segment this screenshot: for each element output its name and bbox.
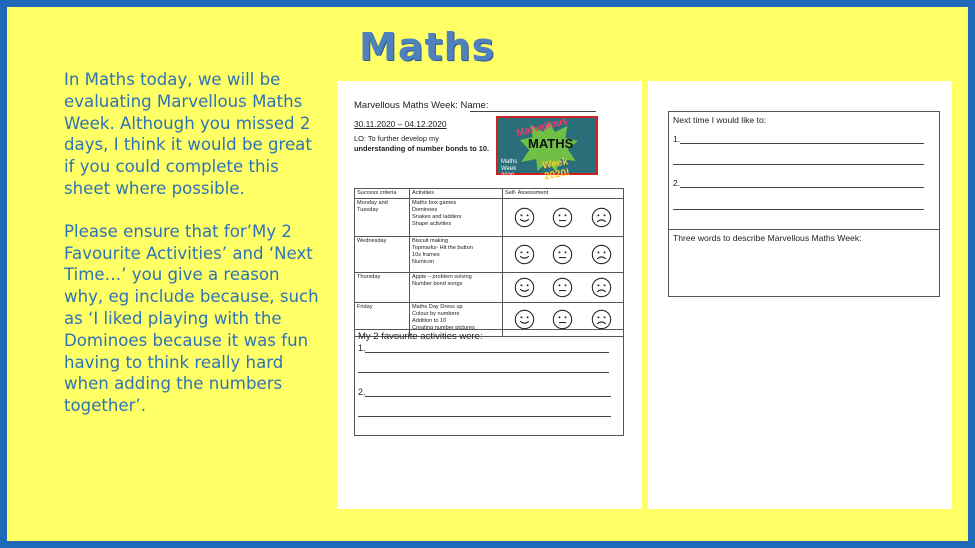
row-day: Wednesday: [355, 237, 410, 273]
happy-face-icon: [514, 309, 535, 330]
writing-line: [365, 352, 609, 353]
lo-bold-text: understanding of number bonds to 10.: [354, 144, 490, 153]
poster-line-1: Marvellous: [515, 115, 569, 140]
activity-item: Maths Day Dress up: [412, 304, 463, 310]
writing-line: [358, 372, 609, 373]
activity-item: Addition to 10: [412, 318, 447, 324]
header-self-assessment: Self- Assessment: [503, 189, 624, 199]
sad-face-icon: [591, 309, 612, 330]
worksheet-page-2: [648, 81, 952, 509]
face-group: [505, 244, 621, 265]
row-faces: [503, 273, 624, 303]
happy-face-icon: [514, 277, 535, 298]
writing-line: [673, 164, 924, 165]
worksheet-page-1: [337, 81, 642, 509]
neutral-face-icon: [552, 244, 573, 265]
neutral-face-icon: [552, 277, 573, 298]
activity-item: Colour by numbers: [412, 311, 460, 317]
neutral-face-icon: [552, 207, 573, 228]
worksheet-header: Marvellous Maths Week: Name:: [354, 100, 489, 111]
table-row: [355, 237, 624, 273]
intro-paragraph: In Maths today, we will be evaluating Marvellous Maths Week. Although you missed 2 days, I think it would be great if you could complete this sheet where possible.: [64, 70, 312, 198]
next-time-item-2: 2.: [673, 178, 681, 188]
worksheet-dates: 30.11.2020 – 04.12.2020: [354, 119, 447, 129]
sad-face-icon: [591, 277, 612, 298]
activity-item: 10s frames: [412, 252, 440, 258]
sad-face-icon: [591, 207, 612, 228]
learning-objective: [354, 134, 494, 154]
favourite-activities-box: [354, 329, 624, 436]
favourites-title: My 2 favourite activities were:: [358, 331, 483, 342]
activity-item: Dominoes: [412, 207, 438, 213]
name-line: [470, 111, 596, 112]
activity-item: Number bond songs: [412, 281, 463, 287]
header-activities: Activities: [410, 189, 503, 199]
maths-week-poster: [496, 115, 598, 183]
poster-side-text: Maths Week 2020: [501, 159, 518, 179]
box-divider: [669, 229, 939, 230]
row-day: Monday and Tuesday: [355, 199, 410, 237]
favourite-item-1-number: 1.: [358, 343, 366, 353]
slide-title: Maths: [359, 25, 496, 69]
face-group: [505, 207, 621, 228]
table-row: [355, 199, 624, 237]
happy-face-icon: [514, 207, 535, 228]
activity-item: Maths box games: [412, 200, 457, 206]
row-activities: [410, 199, 503, 237]
writing-line: [358, 416, 611, 417]
row-day: Friday: [355, 303, 410, 337]
writing-line: [680, 143, 924, 144]
instruction-paragraph: Please ensure that for’My 2 Favourite Activities’ and ‘Next Time…’ you give a reason why, eg include because, such as ‘I liked playing with the Dominoes because it was fun having to think really hard when adding the numbers together’.: [64, 221, 319, 416]
activity-item: Biscuit making: [412, 238, 449, 244]
instructions-text: [64, 69, 319, 438]
row-activities: [410, 273, 503, 303]
activity-item: Topmarks- Hit the button: [412, 245, 473, 251]
neutral-face-icon: [552, 309, 573, 330]
face-group: [505, 277, 621, 298]
self-assessment-table: [354, 188, 624, 337]
row-activities: [410, 237, 503, 273]
lo-text: LO: To further develop my: [354, 134, 439, 143]
activity-item: Numicon: [412, 259, 435, 265]
activity-item: Shape activities: [412, 221, 452, 227]
activity-item: Apple – problem solving: [412, 274, 472, 280]
activity-item: Creating number pictures: [412, 325, 475, 331]
face-group: [505, 309, 621, 330]
happy-face-icon: [514, 244, 535, 265]
favourite-item-2-number: 2.: [358, 387, 366, 397]
activity-item: Snakes and ladders: [412, 214, 462, 220]
writing-line: [673, 209, 924, 210]
sad-face-icon: [591, 244, 612, 265]
header-success-criteria: Success criteria: [355, 189, 410, 199]
writing-line: [365, 396, 611, 397]
next-time-box: [668, 111, 940, 297]
row-faces: [503, 199, 624, 237]
writing-line: [680, 187, 924, 188]
row-day: Thursday: [355, 273, 410, 303]
next-time-item-1: 1.: [673, 134, 681, 144]
poster-line-2: MATHS: [528, 136, 574, 151]
row-faces: [503, 237, 624, 273]
table-header-row: [355, 189, 624, 199]
three-words-label: Three words to describe Marvellous Maths Week:: [673, 233, 862, 243]
poster-line-3: Week 2020!: [541, 156, 571, 183]
next-time-label: Next time I would like to:: [673, 115, 767, 125]
table-row: [355, 273, 624, 303]
